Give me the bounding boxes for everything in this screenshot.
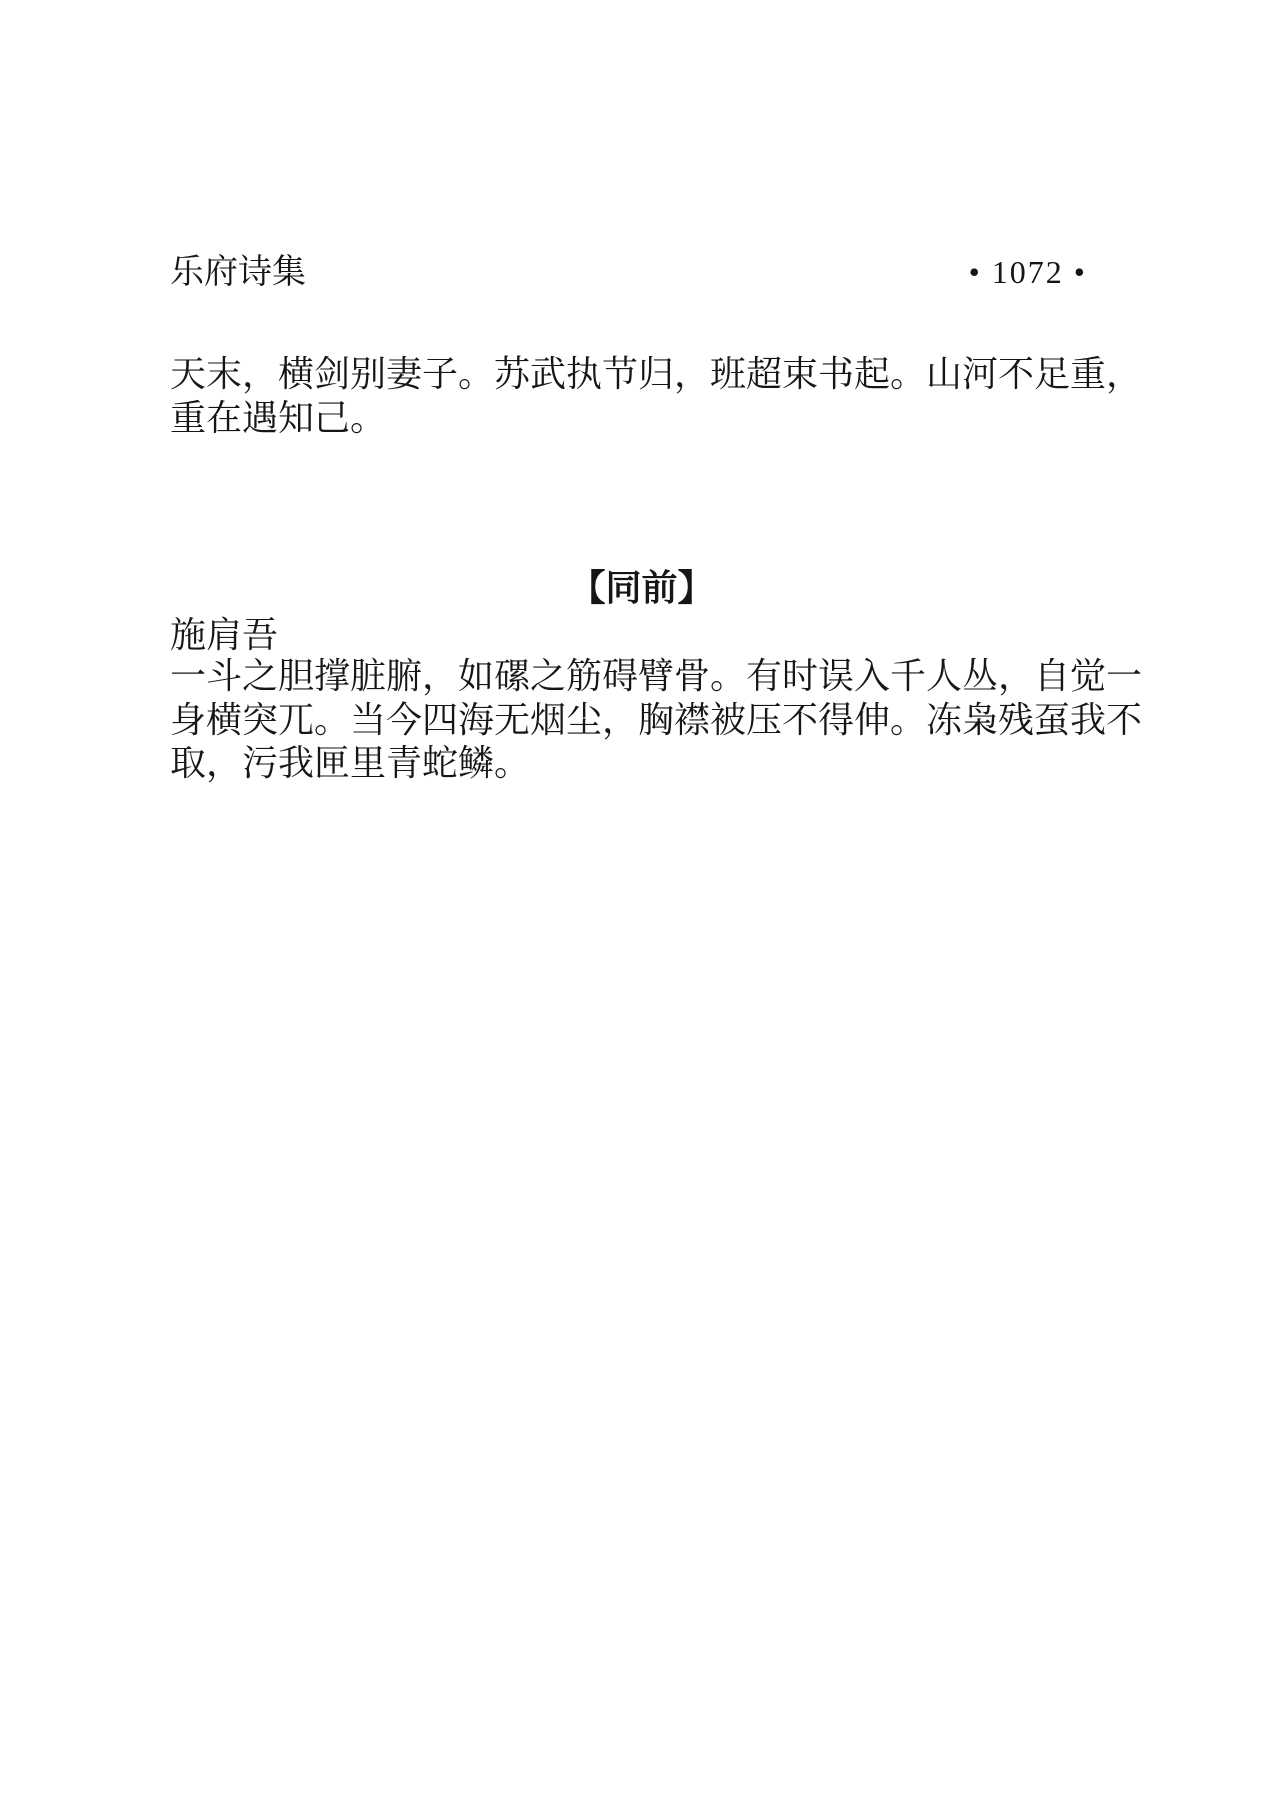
continuation-line-2: 重在遇知己。: [170, 398, 387, 438]
continuation-line-1: 天末，横剑别妻子。苏武执节归，班超束书起。山河不足重，: [170, 354, 1143, 394]
poem-line-2: 身横突兀。当今四海无烟尘，胸襟被压不得伸。冻枭残虿我不: [170, 699, 1143, 740]
page-header: [170, 250, 1113, 295]
continuation-paragraph: [170, 352, 1143, 440]
poem-author: 施肩吾: [170, 615, 279, 655]
poem-line-3: 取，污我匣里青蛇鳞。: [170, 743, 531, 783]
poem-line-1: 一斗之胆撑脏腑，如磥之筋碍臂骨。有时误入千人丛，自觉一: [170, 656, 1143, 696]
page-number: • 1072 •: [968, 254, 1087, 290]
poem-body: [170, 655, 1143, 786]
running-title: 乐府诗集: [170, 254, 306, 291]
poem-title: 【同前】: [569, 568, 714, 608]
